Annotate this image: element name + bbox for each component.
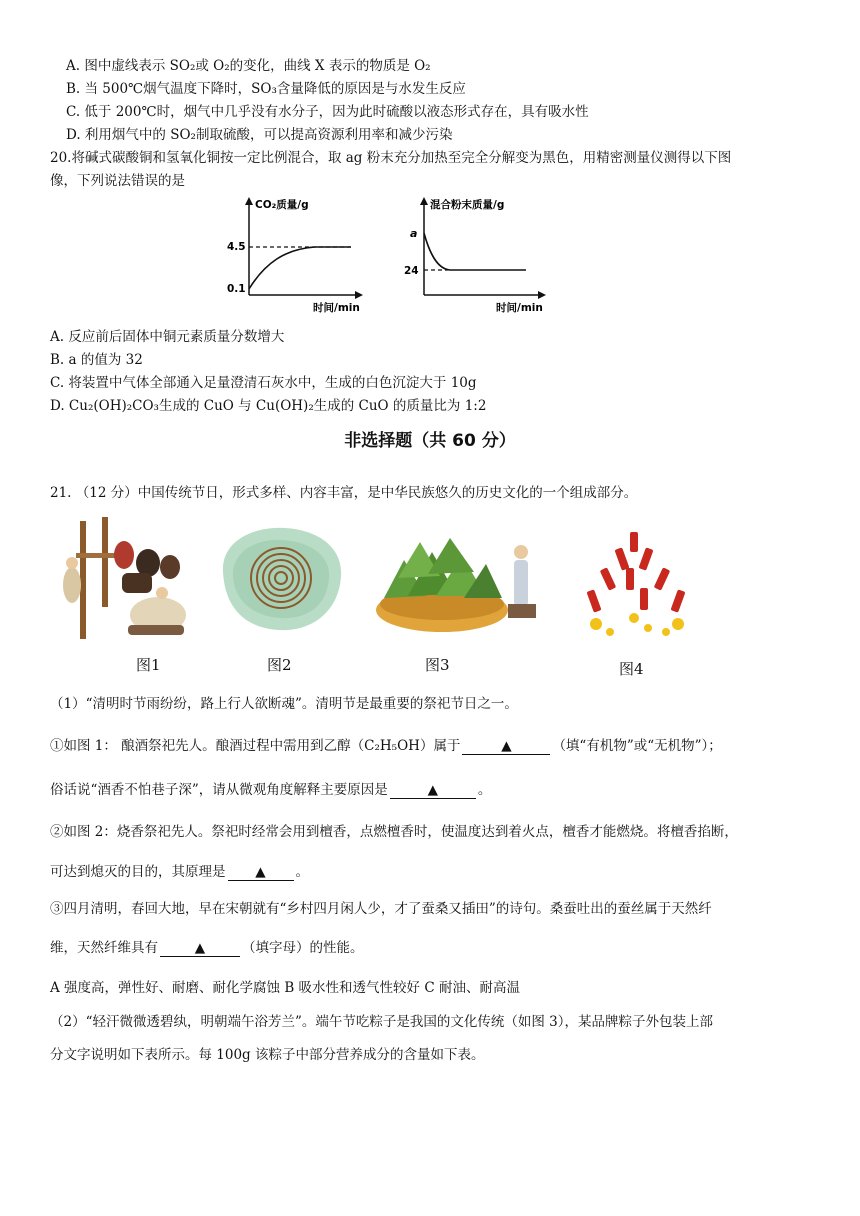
graph2-y-top: a xyxy=(410,227,418,240)
part2-line1: （2）“轻汗微微透碧纨，明朝端午浴芳兰”。端午节吃粽子是我国的文化传统（如图 3），某品牌粽子外包装上部 xyxy=(50,1014,714,1030)
subq-2-line2 xyxy=(50,860,309,881)
graph1-xlabel: 时间/min xyxy=(313,302,360,314)
subq-3-line1: ③四月清明，春回大地，早在宋朝就有“乡村四月闲人少，才了蚕桑又插田”的诗句。桑蚕吐出的蚕丝属于天然纤 xyxy=(50,901,712,917)
part2-line2: 分文字说明如下表所示。每 100g 该粽子中部分营养成分的含量如下表。 xyxy=(50,1047,485,1063)
answer-blank-4[interactable]: ▲ xyxy=(160,940,240,957)
co2-mass-graph xyxy=(225,193,365,315)
subq-1b-text: 俗话说“酒香不怕巷子深”，请从微观角度解释主要原因是 xyxy=(50,782,388,798)
graph2-y-bottom: 24 xyxy=(404,265,419,277)
answer-blank-1[interactable]: ▲ xyxy=(462,738,550,755)
subq-2-line1: ②如图 2：烧香祭祀先人。祭祀时经常会用到檀香，点燃檀香时，使温度达到着火点，檀香才能燃烧。将檀香掐断， xyxy=(50,824,738,840)
incense-dish-illustration xyxy=(215,520,347,638)
q20-option-c: C. 将装置中气体全部通入足量澄清石灰水中，生成的白色沉淀大于 10g xyxy=(50,375,477,391)
graph2-xlabel: 时间/min xyxy=(496,302,543,314)
graph1-ylabel: CO₂质量/g xyxy=(255,199,309,211)
q19-option-a: A. 图中虚线表示 SO₂或 O₂的变化，曲线 X 表示的物质是 O₂ xyxy=(66,58,431,74)
subq-3-text: 维，天然纤维具有 xyxy=(50,940,158,956)
q19-option-b: B. 当 500℃烟气温度下降时，SO₃含量降低的原因是与水发生反应 xyxy=(66,81,466,97)
figure-4-caption: 图4 xyxy=(619,660,644,678)
figure-3-caption: 图3 xyxy=(425,656,450,674)
subq-1b xyxy=(50,778,491,799)
q20-option-a: A. 反应前后固体中铜元素质量分数增大 xyxy=(50,329,285,345)
subq-3-suffix: （填字母）的性能。 xyxy=(242,940,364,956)
zongzi-basket-illustration xyxy=(374,530,544,640)
graph1-y-bottom: 0.1 xyxy=(227,283,246,295)
subq-1a-suffix: （填“有机物”或“无机物”）； xyxy=(552,738,722,754)
subq-2-text: 可达到熄灭的目的，其原理是 xyxy=(50,864,226,880)
q20-stem-line1: 20.将碱式碳酸铜和氢氧化铜按一定比例混合，取 ag 粉末充分加热至完全分解变为黑色，用精密测量仪测得以下图 xyxy=(50,150,732,166)
q20-option-b: B. a 的值为 32 xyxy=(50,352,143,368)
figure-1-caption: 图1 xyxy=(136,656,161,674)
subq-1a xyxy=(50,734,722,755)
wine-brewing-illustration xyxy=(58,515,198,643)
subq-3-line2 xyxy=(50,936,364,957)
section-title: 非选择题（共 60 分） xyxy=(344,431,516,451)
mixed-powder-mass-graph xyxy=(400,193,550,315)
graph1-y-top: 4.5 xyxy=(227,241,246,253)
q20-stem-line2: 像，下列说法错误的是 xyxy=(50,173,185,189)
subq-3-choices: A 强度高，弹性好、耐磨、耐化学腐蚀 B 吸水性和透气性较好 C 耐油、耐高温 xyxy=(50,980,520,996)
subq-2-suffix: 。 xyxy=(295,864,309,880)
q20-option-d: D. Cu₂(OH)₂CO₃生成的 CuO 与 Cu(OH)₂生成的 CuO 的质量比为 1:2 xyxy=(50,398,487,414)
answer-blank-3[interactable]: ▲ xyxy=(228,864,294,881)
figure-2-caption: 图2 xyxy=(267,656,292,674)
graph2-ylabel: 混合粉末质量/g xyxy=(430,199,505,211)
firecrackers-illustration xyxy=(578,528,698,640)
subq-1a-text: ①如图 1： 酿酒祭祀先人。酿酒过程中需用到乙醇（C₂H₅OH）属于 xyxy=(50,738,461,754)
part1-intro: （1）“清明时节雨纷纷，路上行人欲断魂”。清明节是最重要的祭祀节日之一。 xyxy=(50,696,518,712)
q19-option-d: D. 利用烟气中的 SO₂制取硫酸，可以提高资源利用率和减少污染 xyxy=(66,127,453,143)
q19-option-c: C. 低于 200℃时，烟气中几乎没有水分子，因为此时硫酸以液态形式存在，具有吸水性 xyxy=(66,104,589,120)
q21-stem: 21. （12 分）中国传统节日，形式多样、内容丰富，是中华民族悠久的历史文化的一个组成部分。 xyxy=(50,485,638,501)
subq-1b-suffix: 。 xyxy=(477,782,492,798)
answer-blank-2[interactable]: ▲ xyxy=(390,782,476,799)
